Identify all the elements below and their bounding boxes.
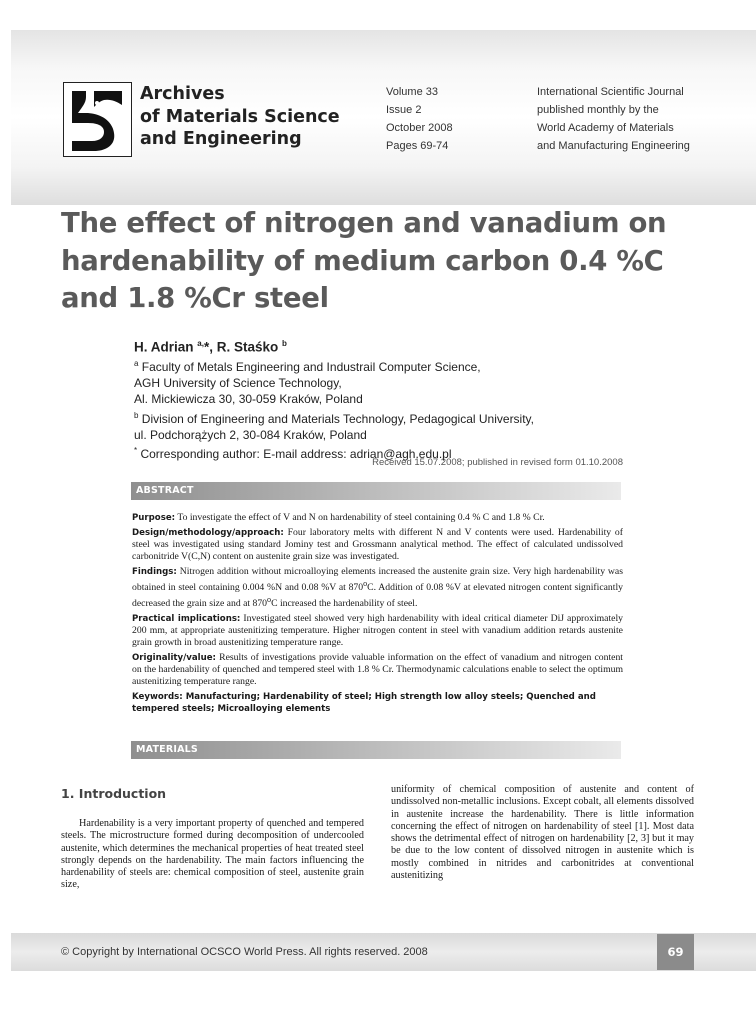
publisher-line: and Manufacturing Engineering	[537, 140, 690, 152]
abstract-purpose	[132, 512, 623, 524]
affiliation-mark: a	[134, 359, 139, 368]
abstract-text: Nitrogen addition without microalloying elements increased the austenite grain size. Very high hardenability was obtained in steel containing 0.004 %N and 0.08 %V at 870	[132, 565, 623, 594]
issue-date: October 2008	[386, 122, 453, 134]
journal-name-line: and Engineering	[140, 129, 302, 149]
issue-info	[386, 83, 453, 155]
affiliation-a	[134, 356, 534, 375]
section-bar	[131, 741, 621, 759]
title-line: and 1.8 %Cr steel	[61, 282, 329, 314]
corresponding-mark: *,	[203, 339, 217, 355]
page-number: 69	[657, 934, 694, 970]
copyright-notice: © Copyright by International OCSCO World Press. All rights reserved. 2008	[61, 946, 428, 958]
journal-logo-icon	[64, 83, 131, 156]
body-column-left: Hardenability is a very important property of quenched and tempered steels. The microstructure formed during decomposition of undercooled austenite, which determines the mechanical properties of heat treated steel strongly depends on the hardenability. The main factors influencing the hardenability of steels are: chemical composition of steel, austenite grain size,	[61, 818, 364, 891]
abstract-text: Results of investigations provide valuable information on the effect of vanadium and nitrogen content on the hardenability of quenched and tempered steel with 1.8 % Cr. Thermodynamic calculations enable to select the optimum austenitizing temperature range.	[132, 652, 623, 688]
pages: Pages 69-74	[386, 140, 449, 152]
publisher-line: International Scientific Journal	[537, 86, 684, 98]
affiliation-b	[134, 408, 534, 427]
publisher-line: published monthly by the	[537, 104, 659, 116]
issue: Issue 2	[386, 104, 422, 116]
section-heading: 1. Introduction	[61, 786, 167, 801]
abstract-text: C. Addition of 0.08 %V at elevated nitrogen content significantly decreased the grain size and at 870	[132, 582, 623, 610]
keywords: Keywords: Manufacturing; Hardenability of steel; High strength low alloy steels; Quenched and tempered steels; Microalloying elements	[132, 692, 596, 715]
abstract-label: Design/methodology/approach:	[132, 527, 284, 538]
received-date: Received 15.07.2008; published in revised form 01.10.2008	[372, 457, 623, 468]
abstract-text: To investigate the effect of V and N on hardenability of steel containing 0.4 % C and 1.8 % Cr.	[175, 512, 545, 523]
publisher-line: World Academy of Materials	[537, 122, 674, 134]
degree-mark: o	[267, 595, 272, 605]
affiliation-text: Division of Engineering and Materials Technology, Pedagogical University,	[138, 411, 535, 426]
author-affiliation-mark: a,	[197, 339, 204, 348]
affiliation-line: AGH University of Science Technology,	[134, 376, 342, 391]
abstract-text: Investigated steel showed very high hardenability with ideal critical diameter DiJ approximately 200 mm, at appropriate austenitizing temperature. Higher nitrogen content in steel with vanadium addition retards austenite grain growth in broad austenitizing temperature range.	[132, 613, 623, 649]
abstract-text: C increased the hardenability of steel.	[271, 598, 418, 610]
affiliation-mark: b	[134, 410, 139, 420]
abstract-findings	[132, 566, 623, 611]
affiliations	[134, 356, 534, 462]
degree-mark: o	[363, 578, 368, 588]
abstract-label: Purpose:	[132, 513, 176, 523]
corresponding-email: Corresponding author: E-mail address: adrian@agh.edu.pl	[137, 447, 452, 462]
journal-name-line: Archives	[140, 84, 225, 104]
journal-name-line: of Materials Science	[140, 106, 340, 127]
affiliation-line: Al. Mickiewicza 30, 30-059 Kraków, Poland	[134, 392, 363, 407]
authors	[134, 339, 287, 355]
publisher-info	[537, 83, 690, 155]
title-line: hardenability of medium carbon 0.4 %C	[61, 244, 664, 277]
paper-title	[61, 205, 701, 318]
author-affiliation-mark: b	[282, 339, 287, 348]
journal-logo	[63, 82, 132, 157]
abstract-practical	[132, 613, 623, 650]
journal-name	[140, 83, 340, 151]
abstract-heading: ABSTRACT	[136, 485, 194, 496]
abstract-originality	[132, 652, 623, 689]
corresponding-mark: *	[134, 446, 138, 456]
abstract-design	[132, 527, 623, 564]
section-bar-label: MATERIALS	[136, 744, 198, 755]
affiliation-line: ul. Podchorążych 2, 30-084 Kraków, Poland	[134, 427, 367, 442]
abstract-text: Four laboratory melts with different N and V contents were used. Hardenability of steel was investigated using standard Jominy test and Grossmann analytical method. The effect of calculated undissolved carbonitride V(C,N) content on austenite grain size was investigated.	[132, 526, 623, 562]
author-name: R. Staśko	[216, 339, 279, 355]
abstract	[132, 512, 623, 718]
title-line: The effect of nitrogen and vanadium on	[61, 207, 667, 239]
volume: Volume 33	[386, 86, 438, 98]
abstract-label: Practical implications:	[132, 614, 241, 625]
affiliation-text: Faculty of Metals Engineering and Industrail Computer Science,	[138, 360, 481, 374]
author-name: H. Adrian	[134, 339, 194, 355]
abstract-label: Originality/value:	[132, 653, 216, 664]
abstract-heading-bar	[131, 482, 621, 500]
body-column-right: uniformity of chemical composition of austenite and content of undissolved non-metallic inclusions. Except cobalt, all elements dissolved in austenite increase the hardenability. There is little information concerning the effect of nitrogen on hardenability of steel [1]. Most data shows the detrimental effect of nitrogen on hardenability [2, 3] but it may be due to the low content of dissolved nitrogen in austenite which is mostly combined in nitrides and carbonitrides at conventional austenitizing	[391, 784, 694, 882]
abstract-label: Findings:	[132, 566, 177, 577]
